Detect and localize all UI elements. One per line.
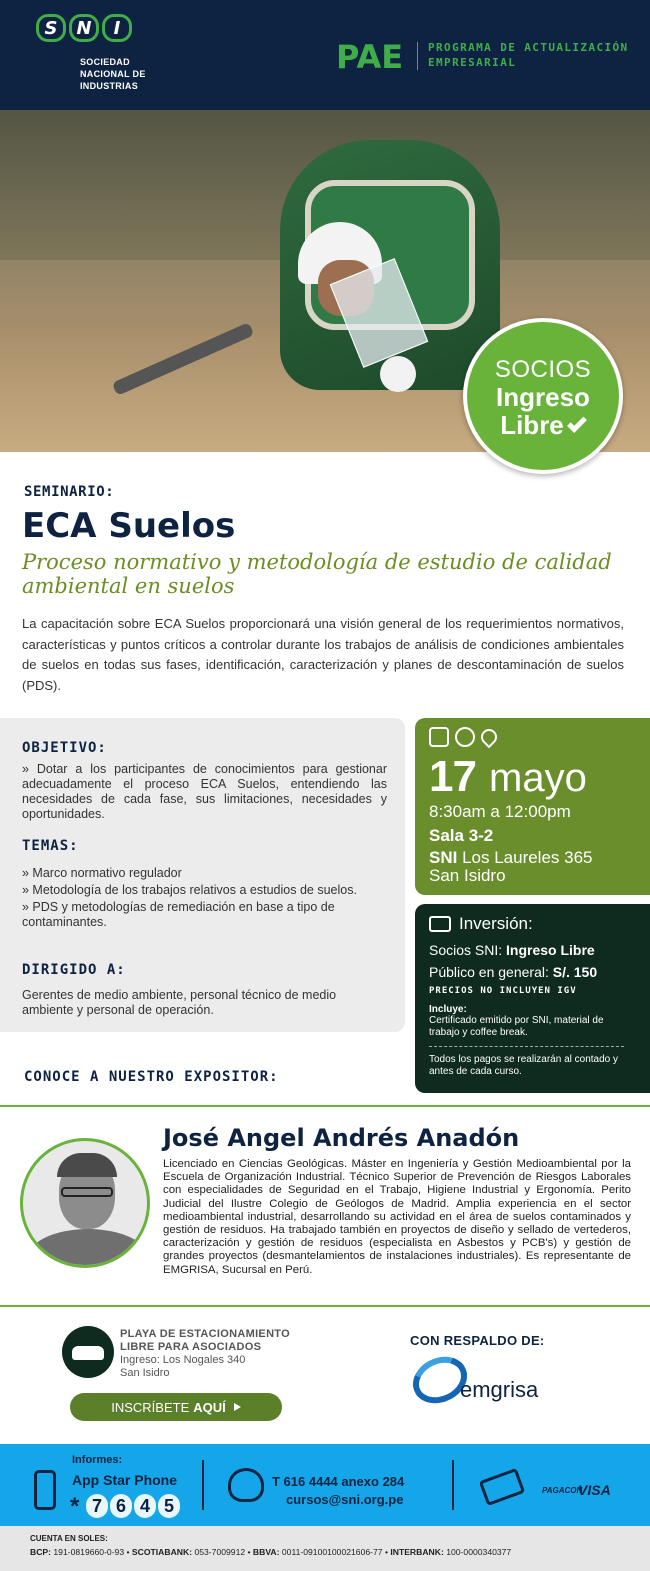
bank-heading: CUENTA EN SOLES: — [30, 1534, 108, 1543]
visa-logo: VISA — [578, 1482, 611, 1498]
informes-label: Informes: — [72, 1454, 123, 1466]
bank-name: INTERBANK: — [390, 1547, 444, 1557]
speaker-glasses — [61, 1187, 113, 1197]
bank-name: SCOTIABANK: — [131, 1547, 193, 1557]
place-district: San Isidro — [429, 866, 506, 885]
digit: 6 — [110, 1494, 132, 1518]
org-name — [80, 56, 146, 92]
phone-icon — [34, 1470, 56, 1510]
pae-logo: PAE — [336, 38, 404, 76]
clock-icon — [455, 727, 475, 747]
badge-line: Ingreso — [496, 382, 590, 412]
divider-line — [0, 1305, 650, 1307]
badge-libre-text: Libre — [500, 410, 564, 440]
glove — [380, 356, 416, 392]
bank-account: 100-0000340377 — [443, 1547, 512, 1557]
vertical-divider — [202, 1460, 204, 1510]
parking-line: Ingreso: Los Nogales 340 — [120, 1354, 246, 1366]
bank-account: 053-7009912 — [192, 1547, 246, 1557]
event-day: 17 — [429, 752, 476, 801]
speaker-photo — [20, 1138, 150, 1268]
emgrisa-logo-text: emgrisa — [460, 1377, 539, 1402]
list-item: » PDS y metodologías de remediación en base a tipo de contaminantes. — [22, 900, 335, 929]
parking-line: PLAYA DE ESTACIONAMIENTO — [120, 1328, 290, 1340]
digit: 4 — [134, 1494, 156, 1518]
check-icon — [567, 413, 587, 433]
socios-value: Ingreso Libre — [506, 942, 595, 958]
bank-list — [30, 1547, 511, 1557]
parking-title — [120, 1328, 290, 1354]
logo-letter: I — [102, 14, 132, 42]
app-label: App Star Phone — [72, 1472, 178, 1488]
publico-label: Público en general: — [429, 964, 553, 980]
event-month: mayo — [489, 756, 587, 800]
objetivo-heading: OBJETIVO: — [22, 740, 107, 756]
headset-icon — [228, 1468, 264, 1502]
parking-address — [120, 1354, 245, 1380]
bank-account: 0011-09100100021606-77 — [279, 1547, 383, 1557]
publico-value: S/. 150 — [552, 964, 598, 980]
pagacon-label: PAGACON — [542, 1486, 583, 1495]
seminar-intro: La capacitación sobre ECA Suelos proporcionará una visión general de los requerimientos normativos, características y puntos críticos a controlar durante los trabajos de análisis de condiciones ambientales de suelos en todas sus fases, identificación, caracterización y planes de descontaminación de suelos (PDS). — [22, 616, 624, 693]
temas-list — [22, 866, 387, 932]
email-link[interactable]: cursos@sni.org.pe — [286, 1492, 404, 1507]
star-symbol: * — [70, 1493, 80, 1520]
car-icon — [62, 1326, 114, 1378]
calendar-icon — [429, 727, 449, 747]
event-place — [429, 849, 639, 885]
event-room: Sala 3-2 — [429, 826, 494, 845]
seminar-subtitle: Proceso normativo y metodología de estudio de calidad ambiental en suelos — [22, 550, 612, 598]
igv-note: PRECIOS NO INCLUYEN IGV — [429, 986, 577, 996]
divider-line — [0, 1105, 650, 1107]
seminar-label: SEMINARIO: — [24, 484, 115, 500]
header — [0, 0, 650, 110]
event-date-box — [415, 718, 650, 895]
register-label: INSCRÍBETE — [111, 1399, 190, 1415]
bank-account: 191-0819660-0-93 — [51, 1547, 125, 1557]
socios-label: Socios SNI: — [429, 942, 507, 958]
event-hours: 8:30am a 12:00pm — [429, 802, 571, 821]
place-sni: SNI — [429, 848, 458, 867]
socios-price — [429, 942, 644, 958]
digit: 5 — [158, 1494, 180, 1518]
speaker-shoulders — [27, 1229, 149, 1268]
bank-separator: • — [124, 1547, 132, 1557]
logo-letter: N — [69, 14, 99, 42]
dirigido-text: Gerentes de medio ambiente, personal técnico de medio ambiente y personal de operación. — [22, 988, 337, 1017]
speaker-name: José Angel Andrés Anadón — [163, 1124, 520, 1152]
speaker-bio: Licenciado en Ciencias Geológicas. Máster en Ingeniería y Gestión Medioambiental por la Escuela de Organización Industrial. Técnico Superior de Prevención de Riesgos Laborales con especialidades de Seguridad en el Trabajo, Higiene Industrial y Ergonomía. Perito Judicial del Ilustre Colegio de Geólogos de Madrid. Amplia experiencia en el sector medioambiental industrial, desarrollando su actividad en el área de suelos contaminados y gestión de residuos. Ha trabajado también en proyectos de diseño y sellado de vertederos, caracterización y gestión de residuos (especialista en Asbestos y PCB's) y gestión de grandes proyectos (desmantelamientos de instalaciones industriales). Es representante de EMGRISA, Sucursal en Perú. — [163, 1158, 631, 1276]
bank-accounts — [0, 1526, 650, 1571]
bank-name: BBVA: — [252, 1547, 280, 1557]
org-name-line: SOCIEDAD — [80, 57, 130, 67]
pae-line: EMPRESARIAL — [428, 56, 517, 69]
vertical-divider — [452, 1460, 454, 1510]
logo-letter: S — [36, 14, 66, 42]
temas-heading: TEMAS: — [22, 838, 79, 854]
dashed-divider — [429, 1046, 624, 1047]
parking-line: LIBRE PARA ASOCIADOS — [120, 1341, 262, 1353]
digit: 7 — [86, 1494, 108, 1518]
dirigido-heading: DIRIGIDO A: — [22, 962, 126, 978]
list-item: » Marco normativo regulador — [22, 866, 182, 880]
bank-separator: • — [245, 1547, 253, 1557]
incluye-label: Incluye: — [429, 1004, 467, 1015]
seminar-title: ECA Suelos — [22, 506, 236, 546]
org-name-line: NACIONAL DE — [80, 69, 146, 79]
socios-badge — [463, 318, 623, 474]
pae-line: PROGRAMA DE ACTUALIZACIÓN — [428, 41, 629, 54]
bank-separator: • — [382, 1547, 391, 1557]
inversion-title: Inversión: — [459, 914, 533, 933]
badge-line: SOCIOS — [494, 356, 592, 383]
inversion-box — [415, 904, 650, 1093]
pae-divider — [417, 42, 418, 70]
credit-card-icon — [479, 1468, 525, 1506]
register-bold: AQUÍ — [193, 1399, 226, 1415]
list-item: » Metodología de los trabajos relativos a estudios de suelos. — [22, 883, 357, 897]
arrow-right-icon — [234, 1403, 241, 1411]
phone-number: T 616 4444 anexo 284 — [272, 1474, 405, 1489]
location-pin-icon — [478, 726, 501, 749]
respaldo-label: CON RESPALDO DE: — [410, 1333, 545, 1348]
money-icon — [429, 916, 451, 932]
expositor-section-label: CONOCE A NUESTRO EXPOSITOR: — [24, 1069, 279, 1085]
org-name-line: INDUSTRIAS — [80, 81, 139, 91]
parking-line: San Isidro — [120, 1367, 170, 1379]
incluye-text: Certificado emitido por SNI, material de trabajo y coffee break. — [429, 1015, 604, 1038]
pagos-note: Todos los pagos se realizarán al contado y antes de cada curso. — [429, 1054, 619, 1077]
pae-program-name — [428, 40, 629, 70]
register-button[interactable] — [70, 1393, 282, 1421]
publico-price — [429, 964, 644, 980]
info-bar — [0, 1444, 650, 1526]
bank-name: BCP: — [30, 1547, 52, 1557]
sni-logo — [36, 14, 132, 42]
place-address: Los Laureles 365 — [457, 848, 593, 867]
star-phone-digits — [86, 1494, 180, 1518]
objetivo-text: » Dotar a los participantes de conocimientos para gestionar adecuadamente el proceso ECA Suelos, entendiendo las necesidades de cada fase, sus limitaciones, necesidades y oportunidades. — [22, 762, 387, 821]
event-icons — [429, 727, 497, 747]
inversion-heading — [429, 914, 533, 934]
speaker-hair — [57, 1153, 117, 1177]
badge-line-libre — [467, 410, 619, 441]
